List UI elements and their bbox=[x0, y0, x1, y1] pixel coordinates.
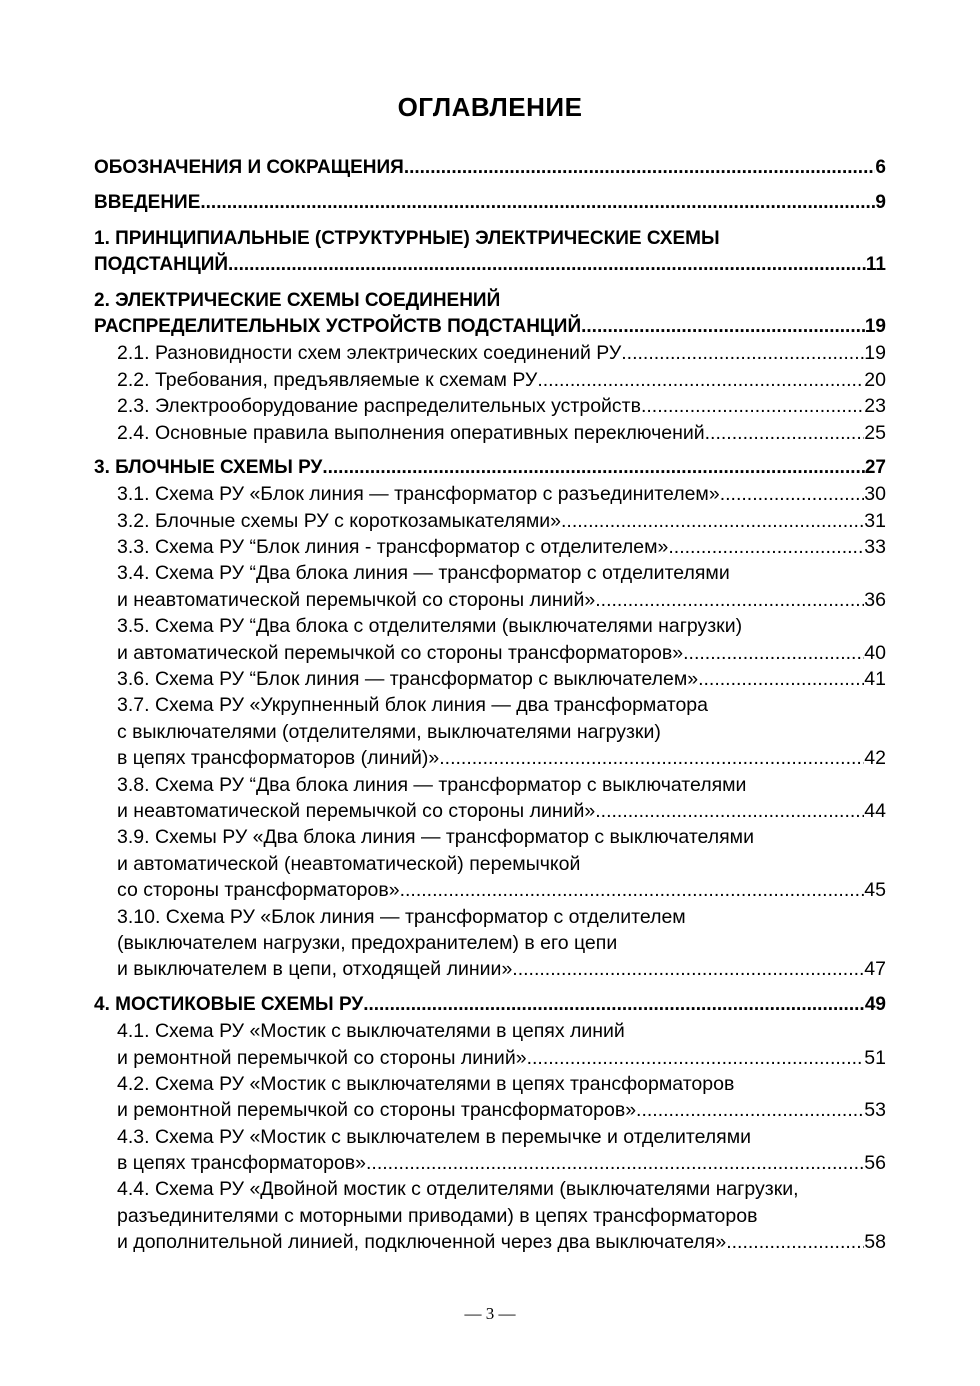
toc-page-number: 51 bbox=[864, 1046, 886, 1069]
toc-section-entry[interactable] bbox=[117, 508, 886, 534]
toc-section-entry[interactable] bbox=[117, 481, 886, 507]
dot-leader bbox=[366, 1150, 864, 1176]
toc-page-number: 31 bbox=[864, 509, 886, 532]
toc-entry-line: 3.10. Схема РУ «Блок линия — трансформатор с отделителем bbox=[117, 905, 686, 928]
toc-entry-line bbox=[94, 992, 886, 1018]
toc-section-entry[interactable] bbox=[117, 560, 886, 613]
toc-entry-line bbox=[117, 340, 886, 366]
toc-page-number: 44 bbox=[864, 799, 886, 822]
page-number: — 3 — bbox=[464, 1304, 516, 1323]
toc-entry-line: 3.4. Схема РУ “Два блока линия — трансформатор с отделителями bbox=[117, 562, 730, 585]
dot-leader bbox=[720, 481, 865, 507]
toc-section-entry[interactable] bbox=[117, 772, 886, 825]
toc-entry-title: и выключателем в цепи, отходящей линии» bbox=[117, 958, 513, 981]
toc-entry-title: ОБОЗНАЧЕНИЯ И СОКРАЩЕНИЯ bbox=[94, 157, 404, 178]
toc-chapter-entry[interactable] bbox=[94, 190, 886, 216]
toc-page-number: 27 bbox=[864, 456, 886, 478]
toc-section-entry[interactable] bbox=[117, 692, 886, 771]
toc-entry-line bbox=[94, 314, 886, 340]
toc-page-number: 36 bbox=[864, 588, 886, 611]
toc-entry-title: 2.4. Основные правила выполнения оперативных переключений bbox=[117, 421, 705, 444]
toc-section-entry[interactable] bbox=[117, 1071, 886, 1124]
toc-entry-line bbox=[117, 956, 886, 982]
toc-entry-line bbox=[117, 508, 886, 534]
toc-entry-title: в цепях трансформаторов (линий)» bbox=[117, 747, 440, 770]
dot-leader bbox=[668, 534, 864, 560]
dot-leader bbox=[200, 190, 875, 216]
toc-section-entry[interactable] bbox=[117, 420, 886, 446]
toc-page-number: 56 bbox=[864, 1152, 886, 1175]
dot-leader bbox=[439, 745, 864, 771]
toc-entry-line bbox=[94, 455, 886, 481]
toc-entry-title: со стороны трансформаторов» bbox=[117, 879, 400, 902]
toc-entry-line bbox=[117, 481, 886, 507]
dot-leader bbox=[363, 992, 865, 1018]
dot-leader bbox=[595, 587, 864, 613]
dot-leader bbox=[512, 956, 864, 982]
toc-entry-title: и дополнительной линией, подключенной через два выключателя» bbox=[117, 1231, 727, 1254]
toc-chapter-entry[interactable] bbox=[94, 455, 886, 481]
toc-entry-line bbox=[117, 640, 886, 666]
toc-section-entry[interactable] bbox=[117, 1176, 886, 1255]
toc-page-number: 58 bbox=[864, 1231, 886, 1254]
toc-entry-line: 4.2. Схема РУ «Мостик с выключателями в цепях трансформаторов bbox=[117, 1072, 735, 1095]
toc-entry-line: 3.7. Схема РУ «Укрупненный блок линия — два трансформатора bbox=[117, 694, 708, 717]
toc-page-number: 25 bbox=[864, 421, 886, 444]
dot-leader bbox=[621, 340, 864, 366]
toc-entry-line: 4.3. Схема РУ «Мостик с выключателем в перемычке и отделителями bbox=[117, 1125, 751, 1148]
toc-entry-line bbox=[117, 367, 886, 393]
toc-entry-title: 3.3. Схема РУ “Блок линия - трансформатор с отделителем» bbox=[117, 536, 669, 559]
toc-entry-line bbox=[117, 587, 886, 613]
dot-leader bbox=[400, 877, 865, 903]
toc-entry-line: (выключателем нагрузки, предохранителем) в его цепи bbox=[117, 931, 618, 954]
toc-page-number: 53 bbox=[864, 1099, 886, 1122]
toc-entry-line bbox=[117, 393, 886, 419]
toc-page-number: 49 bbox=[864, 993, 886, 1015]
toc-section-entry[interactable] bbox=[117, 1124, 886, 1177]
toc-entry-title: и ремонтной перемычкой со стороны трансформаторов» bbox=[117, 1099, 637, 1122]
toc-entry-line bbox=[94, 190, 886, 216]
toc-entry-title: и автоматической перемычкой со стороны трансформаторов» bbox=[117, 641, 684, 664]
toc-section-entry[interactable] bbox=[117, 1018, 886, 1071]
toc-entry-line bbox=[117, 1229, 886, 1255]
toc-chapter-entry[interactable] bbox=[94, 155, 886, 181]
dot-leader bbox=[527, 1045, 865, 1071]
dot-leader bbox=[698, 666, 864, 692]
toc-entry-line bbox=[94, 155, 886, 181]
toc-entry-line: с выключателями (отделителями, выключателями нагрузки) bbox=[117, 720, 661, 743]
toc-entry-title: ВВЕДЕНИЕ bbox=[94, 192, 201, 214]
toc-entry-line bbox=[117, 877, 886, 903]
toc-entry-line bbox=[117, 666, 886, 692]
toc-page-number: 45 bbox=[864, 879, 886, 902]
toc-entry-line: 2. ЭЛЕКТРИЧЕСКИЕ СХЕМЫ СОЕДИНЕНИЙ bbox=[94, 289, 501, 311]
toc-page-number: 40 bbox=[864, 641, 886, 664]
toc-chapter-entry[interactable] bbox=[94, 288, 886, 341]
dot-leader bbox=[705, 420, 865, 446]
toc-entry-line: 3.8. Схема РУ “Два блока линия — трансформатор с выключателями bbox=[117, 773, 747, 796]
toc-entry-title: 2.2. Требования, предъявляемые к схемам РУ bbox=[117, 368, 538, 391]
toc-entry-line: 3.9. Схемы РУ «Два блока линия — трансформатор с выключателями bbox=[117, 826, 754, 849]
toc-page-number: 20 bbox=[864, 368, 886, 391]
table-of-contents bbox=[94, 155, 886, 1256]
dot-leader bbox=[561, 508, 864, 534]
toc-section-entry[interactable] bbox=[117, 904, 886, 983]
toc-entry-title: 3. БЛОЧНЫЕ СХЕМЫ РУ bbox=[94, 456, 323, 478]
toc-page-number: 19 bbox=[864, 342, 886, 365]
toc-entry-title: 3.6. Схема РУ “Блок линия — трансформатор с выключателем» bbox=[117, 668, 699, 691]
toc-entry-title: в цепях трансформаторов» bbox=[117, 1152, 367, 1175]
dot-leader bbox=[636, 1097, 864, 1123]
dot-leader bbox=[595, 798, 864, 824]
toc-chapter-entry[interactable] bbox=[94, 992, 886, 1018]
toc-entry-line bbox=[117, 1045, 886, 1071]
toc-page-number: 42 bbox=[864, 747, 886, 770]
dot-leader bbox=[683, 640, 864, 666]
toc-page-number: 47 bbox=[864, 958, 886, 981]
toc-section-entry[interactable] bbox=[117, 367, 886, 393]
toc-entry-line bbox=[117, 420, 886, 446]
toc-entry-line: и автоматической (неавтоматической) перемычкой bbox=[117, 852, 581, 875]
toc-section-entry[interactable] bbox=[117, 340, 886, 366]
toc-entry-title: и ремонтной перемычкой со стороны линий» bbox=[117, 1046, 527, 1069]
toc-entry-title: 3.1. Схема РУ «Блок линия — трансформатор с разъединителем» bbox=[117, 483, 720, 506]
toc-entry-line: 4.4. Схема РУ «Двойной мостик с отделителями (выключателями нагрузки, bbox=[117, 1178, 799, 1201]
toc-section-entry[interactable] bbox=[117, 613, 886, 666]
toc-entry-line: 1. ПРИНЦИПИАЛЬНЫЕ (СТРУКТУРНЫЕ) ЭЛЕКТРИЧЕСКИЕ СХЕМЫ bbox=[94, 227, 720, 249]
toc-chapter-entry[interactable] bbox=[94, 226, 886, 279]
toc-page-number: 33 bbox=[864, 536, 886, 559]
toc-entry-line bbox=[94, 252, 886, 278]
dot-leader bbox=[641, 393, 864, 419]
dot-leader bbox=[726, 1229, 864, 1255]
dot-leader bbox=[537, 367, 864, 393]
dot-leader bbox=[322, 455, 865, 481]
toc-entry-title: РАСПРЕДЕЛИТЕЛЬНЫХ УСТРОЙСТВ ПОДСТАНЦИЙ bbox=[94, 315, 582, 337]
toc-entry-title: 2.1. Разновидности схем электрических соединений РУ bbox=[117, 342, 622, 365]
toc-section-entry[interactable] bbox=[117, 824, 886, 903]
toc-entry-line: 4.1. Схема РУ «Мостик с выключателями в цепях линий bbox=[117, 1020, 625, 1043]
toc-entry-line bbox=[117, 1150, 886, 1176]
toc-section-entry[interactable] bbox=[117, 534, 886, 560]
toc-entry-title: и неавтоматической перемычкой со стороны линий» bbox=[117, 799, 596, 822]
toc-page-number: 6 bbox=[875, 157, 886, 178]
toc-page-number: 30 bbox=[864, 483, 886, 506]
toc-entry-line bbox=[117, 1097, 886, 1123]
toc-page-number: 23 bbox=[864, 395, 886, 418]
toc-page-number: 19 bbox=[864, 315, 886, 337]
dot-leader bbox=[228, 252, 866, 278]
toc-entry-line bbox=[117, 798, 886, 824]
toc-page-number: 11 bbox=[865, 254, 886, 276]
toc-entry-line bbox=[117, 534, 886, 560]
dot-leader bbox=[404, 155, 876, 181]
toc-entry-title: и неавтоматической перемычкой со стороны линий» bbox=[117, 588, 596, 611]
toc-entry-title: 3.2. Блочные схемы РУ с короткозамыкателями» bbox=[117, 509, 561, 532]
page-title: ОГЛАВЛЕНИЕ bbox=[397, 92, 583, 122]
toc-entry-line: 3.5. Схема РУ “Два блока с отделителями (выключателями нагрузки) bbox=[117, 615, 743, 638]
toc-entry-line: разъединителями с моторными приводами) в цепях трансформаторов bbox=[117, 1204, 758, 1227]
toc-entry-line bbox=[117, 745, 886, 771]
toc-entry-title: 2.3. Электрооборудование распределительных устройств bbox=[117, 395, 641, 418]
dot-leader bbox=[581, 314, 865, 340]
toc-section-entry[interactable] bbox=[117, 393, 886, 419]
toc-section-entry[interactable] bbox=[117, 666, 886, 692]
toc-entry-title: ПОДСТАНЦИЙ bbox=[94, 254, 229, 276]
toc-page-number: 9 bbox=[875, 192, 886, 214]
toc-page-number: 41 bbox=[864, 668, 886, 691]
toc-entry-title: 4. МОСТИКОВЫЕ СХЕМЫ РУ bbox=[94, 993, 364, 1015]
